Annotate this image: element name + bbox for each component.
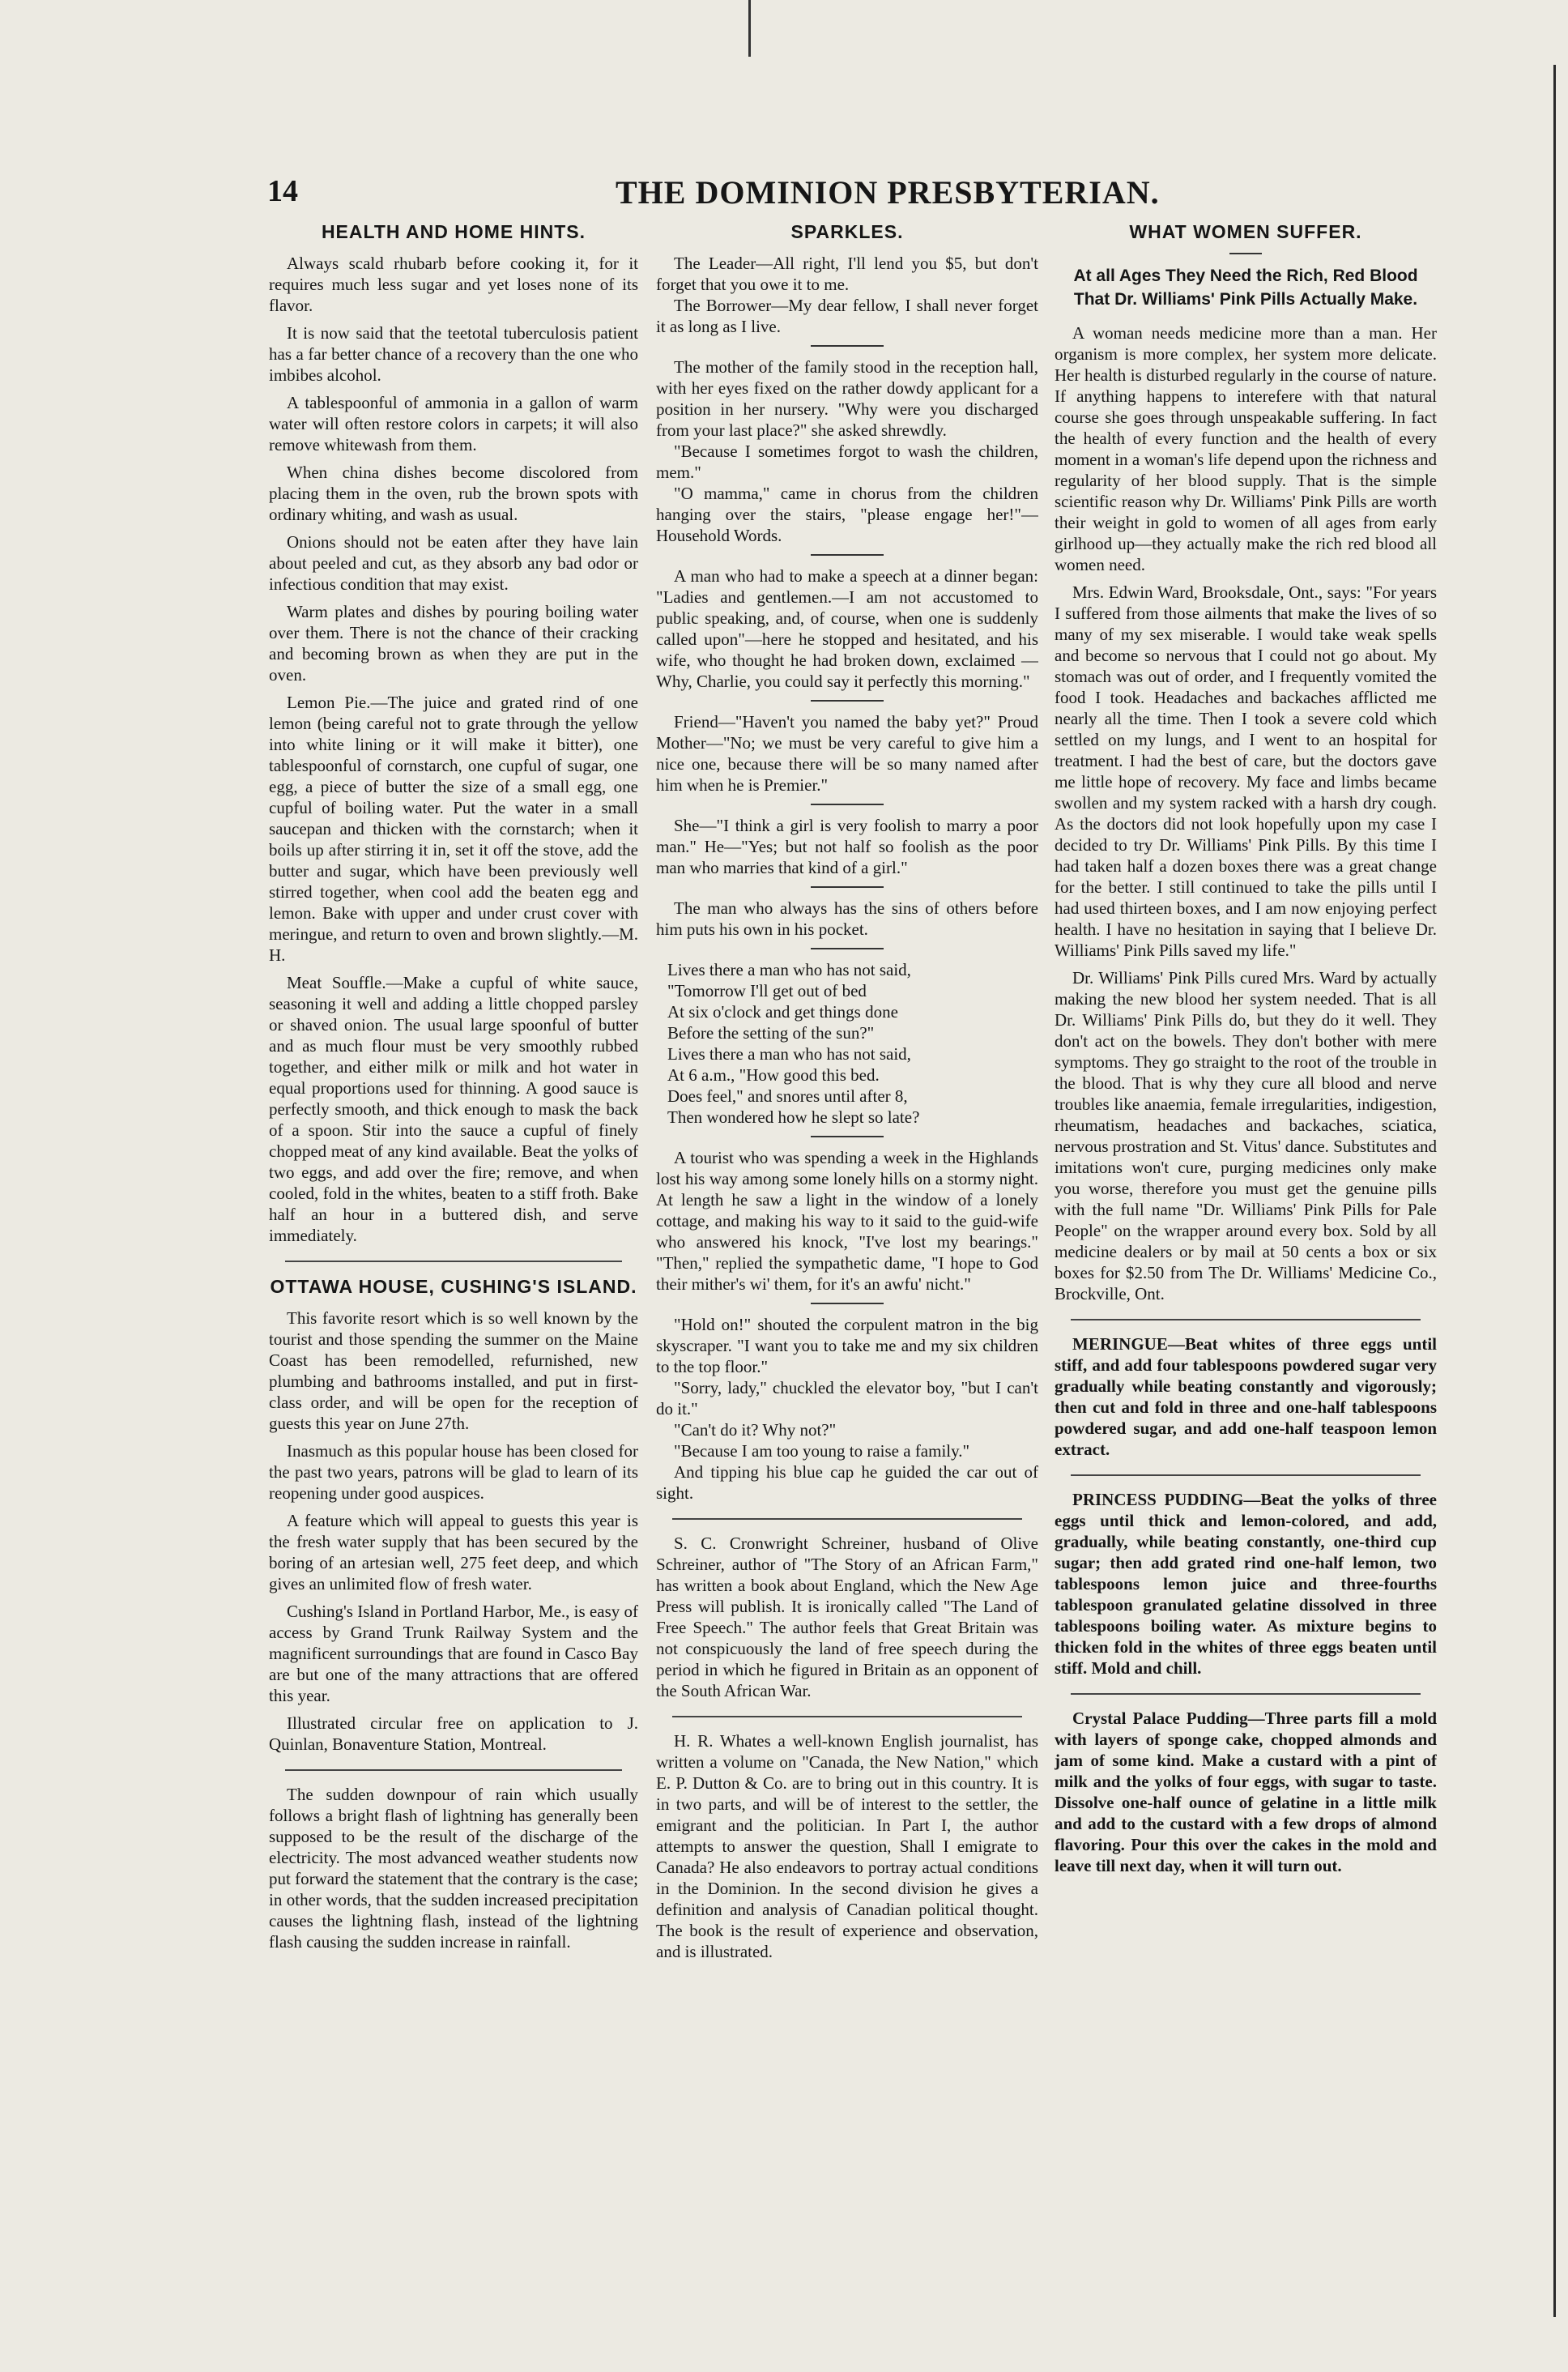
joke-paragraph: A tourist who was spending a week in the Highlands lost his way among some lonely hills on a stormy night. At length he saw a light in the window of a lonely cottage, and making his way to it said to the guid-wife who answered his knock, "I've lost my bearings." "Then," replied the sympathetic dame, "I hope to God their mither's wi' them, for it's an awfu' nicht." [656, 1148, 1038, 1294]
verse-line: Lives there a man who has not said, [667, 960, 911, 979]
article-paragraph: A tablespoonful of ammonia in a gallon of warm water will often restore colors in carpets; it will also remove whitewash from them. [269, 393, 638, 454]
section-divider [672, 1716, 1022, 1717]
joke-paragraph: The Leader—All right, I'll lend you $5, but don't forget that you owe it to me. [656, 254, 1038, 294]
column-health-home-hints [269, 217, 638, 2315]
article-paragraph: Always scald rhubarb before cooking it, for it requires much less sugar and yet loses none of its flavor. [269, 254, 638, 315]
verse-line: Before the setting of the sun?" [667, 1023, 875, 1043]
verse-line: Lives there a man who has not said, [667, 1044, 911, 1064]
verse-line: Then wondered how he slept so late? [667, 1107, 920, 1127]
item-separator [811, 345, 884, 347]
joke-paragraph: "Can't do it? Why not?" [674, 1420, 837, 1440]
joke-paragraph: The man who always has the sins of others before him puts his own in his pocket. [656, 898, 1038, 939]
verse-line: Does feel," and snores until after 8, [667, 1086, 908, 1106]
verse-line: At 6 a.m., "How good this bed. [667, 1065, 880, 1085]
article-paragraph: Mrs. Edwin Ward, Brooksdale, Ont., says: "For years I suffered from those ailments that make the lives of so many of my sex miserable. I would take weak spells and become so nervous that I could not go about. My stomach was out of order, and I frequently vomited the food I took. Headaches and backaches afflicted me nearly all the time. Then I took a severe cold which settled on my lungs, and I went to an hospital for treatment. I had the best of care, but the doctors gave me little hope of recovery. My face and limbs became swollen and my system racked with a harsh dry cough. As the doctors did not look hopefully upon my case I decided to try Dr. Williams' Pink Pills. By this time I had taken half a dozen boxes there was a great change for the better. I still continued to take the pills until I had used thirteen boxes, and I am now enjoying perfect health. I have no hesitation in saying that I believe Dr. Williams' Pink Pills saved my life." [1055, 582, 1437, 960]
recipe-crystal-palace-pudding: Crystal Palace Pudding—Three parts fill a mold with layers of sponge cake, chopped almonds and jam of some kind. Make a custard with a pint of milk and the yolks of four eggs, with sugar to taste. Dissolve one-half ounce of gelatine in a little milk and add to the custard with a few drops of almond flavoring. Pour this over the cakes in the mold and leave till next day, when it will turn out. [1055, 1709, 1437, 1875]
article-paragraph: When china dishes become discolored from placing them in the oven, rub the brown spots with ordinary whiting, and wash as usual. [269, 463, 638, 524]
joke-paragraph: The Borrower—My dear fellow, I shall never forget it as long as I live. [656, 296, 1038, 336]
right-border-rule [1553, 65, 1556, 2317]
item-separator [811, 804, 884, 805]
section-divider [285, 1261, 622, 1262]
joke-paragraph: Friend—"Haven't you named the baby yet?" Proud Mother—"No; we must be very careful to give him a nice one, because there will be so many named after him when he is Premier." [656, 712, 1038, 795]
joke-paragraph: "Sorry, lady," chuckled the elevator boy, "but I can't do it." [656, 1378, 1038, 1419]
article-paragraph: Inasmuch as this popular house has been closed for the past two years, patrons will be glad to learn of its reopening under good auspices. [269, 1441, 638, 1503]
section-title-women: WHAT WOMEN SUFFER. [1129, 221, 1362, 242]
article-paragraph: This favorite resort which is so well known by the tourist and those spending the summer on the Maine Coast has been remodelled, refurnished, new plumbing and bathrooms installed, and put in first-class order, and will be open for the reception of guests this year on June 27th. [269, 1308, 638, 1433]
section-divider [1071, 1693, 1421, 1695]
article-paragraph: Dr. Williams' Pink Pills cured Mrs. Ward by actually making the new blood her system needed. That is all Dr. Williams' Pink Pills do, but they do it well. They don't act on the bowels. They don't bother with mere symptoms. They go straight to the root of the trouble in the blood. That is why they cure all blood and nerve troubles like anaemia, female irregularities, indigestion, rheumatism, headaches and backaches, sciatica, nervous prostration and St. Vitus' dance. Substitutes and imitations won't cure, purging medicines only make you worse, therefore you must get the genuine pills with the full name "Dr. Williams' Pink Pills for Pale People" on the wrapper around every box. Sold by all medicine dealers or by mail at 50 cents a box or six boxes for $2.50 from The Dr. Williams' Medicine Co., Brockville, Ont. [1055, 968, 1437, 1303]
joke-paragraph: "O mamma," came in chorus from the children hanging over the stairs, "please engage her!"—Household Words. [656, 484, 1038, 545]
joke-paragraph: The mother of the family stood in the reception hall, with her eyes fixed on the rather dowdy applicant for a position in her nursery. "Why were you discharged from your last place?" she asked shrewdly. [656, 357, 1038, 440]
top-crease-mark [748, 0, 751, 57]
article-paragraph: It is now said that the teetotal tuberculosis patient has a far better chance of a recovery than the one who imbibes alcohol. [269, 323, 638, 385]
title-separator [1229, 253, 1262, 254]
article-paragraph: Warm plates and dishes by pouring boiling water over them. There is not the chance of their cracking and becoming brown as when they are put in the oven. [269, 602, 638, 685]
article-paragraph: Illustrated circular free on application to J. Quinlan, Bonaventure Station, Montreal. [269, 1713, 638, 1754]
joke-paragraph: A man who had to make a speech at a dinner began: "Ladies and gentlemen.—I am not accustomed to public speaking, and, of course, when one is suddenly called upon"—here he stopped and hesitated, and his wife, who thought he had broken down, exclaimed — Why, Charlie, you could say it perfectly this morning." [656, 566, 1038, 691]
verse-line: At six o'clock and get things done [667, 1002, 898, 1022]
news-paragraph-schreiner: S. C. Cronwright Schreiner, husband of Olive Schreiner, author of "The Story of an African Farm," has written a book about England, which the New Age Press will publish. It is ironically called "The Land of Free Speech." The author feels that Great Britain was not conspicuously the land of free speech during the period in which he figured in Britain as an opponent of the South African War. [656, 1534, 1038, 1700]
joke-paragraph: "Because I am too young to raise a family." [674, 1441, 970, 1461]
item-separator [811, 554, 884, 556]
article-paragraph: A feature which will appeal to guests this year is the fresh water supply that has been secured by the boring of an artesian well, 275 feet deep, and which gives an unlimited flow of fresh water. [269, 1511, 638, 1593]
article-paragraph: Meat Souffle.—Make a cupful of white sauce, seasoning it well and adding a little chopped parsley or shaved onion. The usual large spoonful of butter and as much flour must be very smoothly rubbed together, and either milk or milk and hot water in equal proportions used for thinning. A good sauce is perfectly smooth, and thick enough to mask the back of a spoon. Stir into the sauce a cupful of finely chopped meat of any kind available. Beat the yolks of two eggs, and add over the fire; remove, and when cooled, fold in the whites, beaten to a stiff froth. Bake half an hour in a buttered dish, and serve immediately. [269, 973, 638, 1245]
joke-paragraph: "Hold on!" shouted the corpulent matron in the big skyscraper. "I want you to take me and my six children to the top floor." [656, 1315, 1038, 1376]
section-title-health: HEALTH AND HOME HINTS. [321, 221, 586, 242]
section-subtitle: At all Ages They Need the Rich, Red Blood That Dr. Williams' Pink Pills Actually Make. [1073, 267, 1418, 309]
item-separator [811, 700, 884, 702]
article-paragraph: Cushing's Island in Portland Harbor, Me., is easy of access by Grand Trunk Railway System and the magnificent surroundings that are found in Casco Bay are but one of the many attractions that are offered this year. [269, 1602, 638, 1705]
news-paragraph-whates: H. R. Whates a well-known English journalist, has written a volume on "Canada, the New Nation," which E. P. Dutton & Co. are to bring out in this country. It is in two parts, and will be of interest to the settler, the emigrant and the politician. In Part I, the author attempts to answer the question, Shall I emigrate to Canada? He also endeavors to portray actual conditions in the Dominion. In the second division he gives a definition and analysis of Canadian political thought. The book is the result of experience and observation, and is illustrated. [656, 1731, 1038, 1961]
item-separator [811, 948, 884, 949]
joke-paragraph: She—"I think a girl is very foolish to marry a poor man." He—"Yes; but not half so foolish as the poor man who marries that kind of a girl." [656, 816, 1038, 877]
item-separator [811, 1303, 884, 1304]
page-number: 14 [267, 174, 298, 208]
article-paragraph: A woman needs medicine more than a man. Her organism is more complex, her system more delicate. Her health is disturbed regularly in the course of nature. If anything happens to interefere with that natural course she goes through unspeakable suffering. In fact the health of every function and the health of every moment in a woman's life depend upon the richness and regularity of her blood supply. That is the simple scientific reason why Dr. Williams' Pink Pills are worth their weight in gold to women of all ages from early girlhood up—they actually make the rich red blood all women need. [1055, 323, 1437, 574]
recipe-meringue: MERINGUE—Beat whites of three eggs until stiff, and add four tablespoons powdered sugar very gradually while beating constantly and vigorously; then cut and fold in three and one-half tablespoons powdered sugar, and add one-half teaspoon lemon extract. [1055, 1334, 1437, 1459]
item-separator [811, 886, 884, 888]
recipe-princess-pudding: PRINCESS PUDDING—Beat the yolks of three eggs until thick and lemon-colored, and add, gradually, while beating constantly, one-third cup sugar; then add grated rind one-half lemon, two tablespoons lemon juice and three-fourths tablespoon granulated gelatine dissolved in three tablespoons boiling water. As mixture begins to thicken fold in the whites of three eggs beaten until stiff. Mold and chill. [1055, 1490, 1437, 1678]
page-header [267, 173, 1160, 211]
section-divider [1071, 1319, 1421, 1320]
section-divider [672, 1518, 1022, 1520]
verse-line: "Tomorrow I'll get out of bed [667, 981, 867, 1000]
joke-paragraph: "Because I sometimes forgot to wash the children, mem." [656, 442, 1038, 482]
joke-paragraph: And tipping his blue cap he guided the car out of sight. [656, 1462, 1038, 1503]
section-title-sparkles: SPARKLES. [790, 221, 904, 242]
section-title-ottawa-house: OTTAWA HOUSE, CUSHING'S ISLAND. [270, 1276, 637, 1297]
item-separator [811, 1136, 884, 1137]
column-sparkles [656, 217, 1038, 2315]
article-paragraph: Lemon Pie.—The juice and grated rind of one lemon (being careful not to grate through the yellow into white lining or it will make it bitter), one tablespoonful of cornstarch, one cupful of sugar, one egg, a piece of butter the size of a small egg, one cupful of boiling water. Put the water in a small saucepan and thicken with the cornstarch; when it boils up after stirring it in, set it off the stove, add the butter and sugar, which have been previously well stirred together, when cool add the beaten egg and lemon. Bake with upper and under crust cover with meringue, and return to oven and brown slightly.—M. H. [269, 693, 638, 965]
article-paragraph: The sudden downpour of rain which usually follows a bright flash of lightning has generally been supposed to be the result of the discharge of the electricity. The most advanced weather students now put forward the statement that the contrary is the case; in other words, that the sudden increased precipitation causes the lightning flash, instead of the lightning flash causing the sudden increase in rainfall. [269, 1785, 638, 1952]
masthead: THE DOMINION PRESBYTERIAN. [616, 174, 1160, 211]
column-what-women-suffer [1055, 217, 1437, 2315]
article-paragraph: Onions should not be eaten after they have lain about peeled and cut, as they absorb any bad odor or infectious condition that may exist. [269, 532, 638, 594]
section-divider [1071, 1474, 1421, 1476]
verse-block [656, 959, 1038, 1128]
section-divider [285, 1769, 622, 1771]
